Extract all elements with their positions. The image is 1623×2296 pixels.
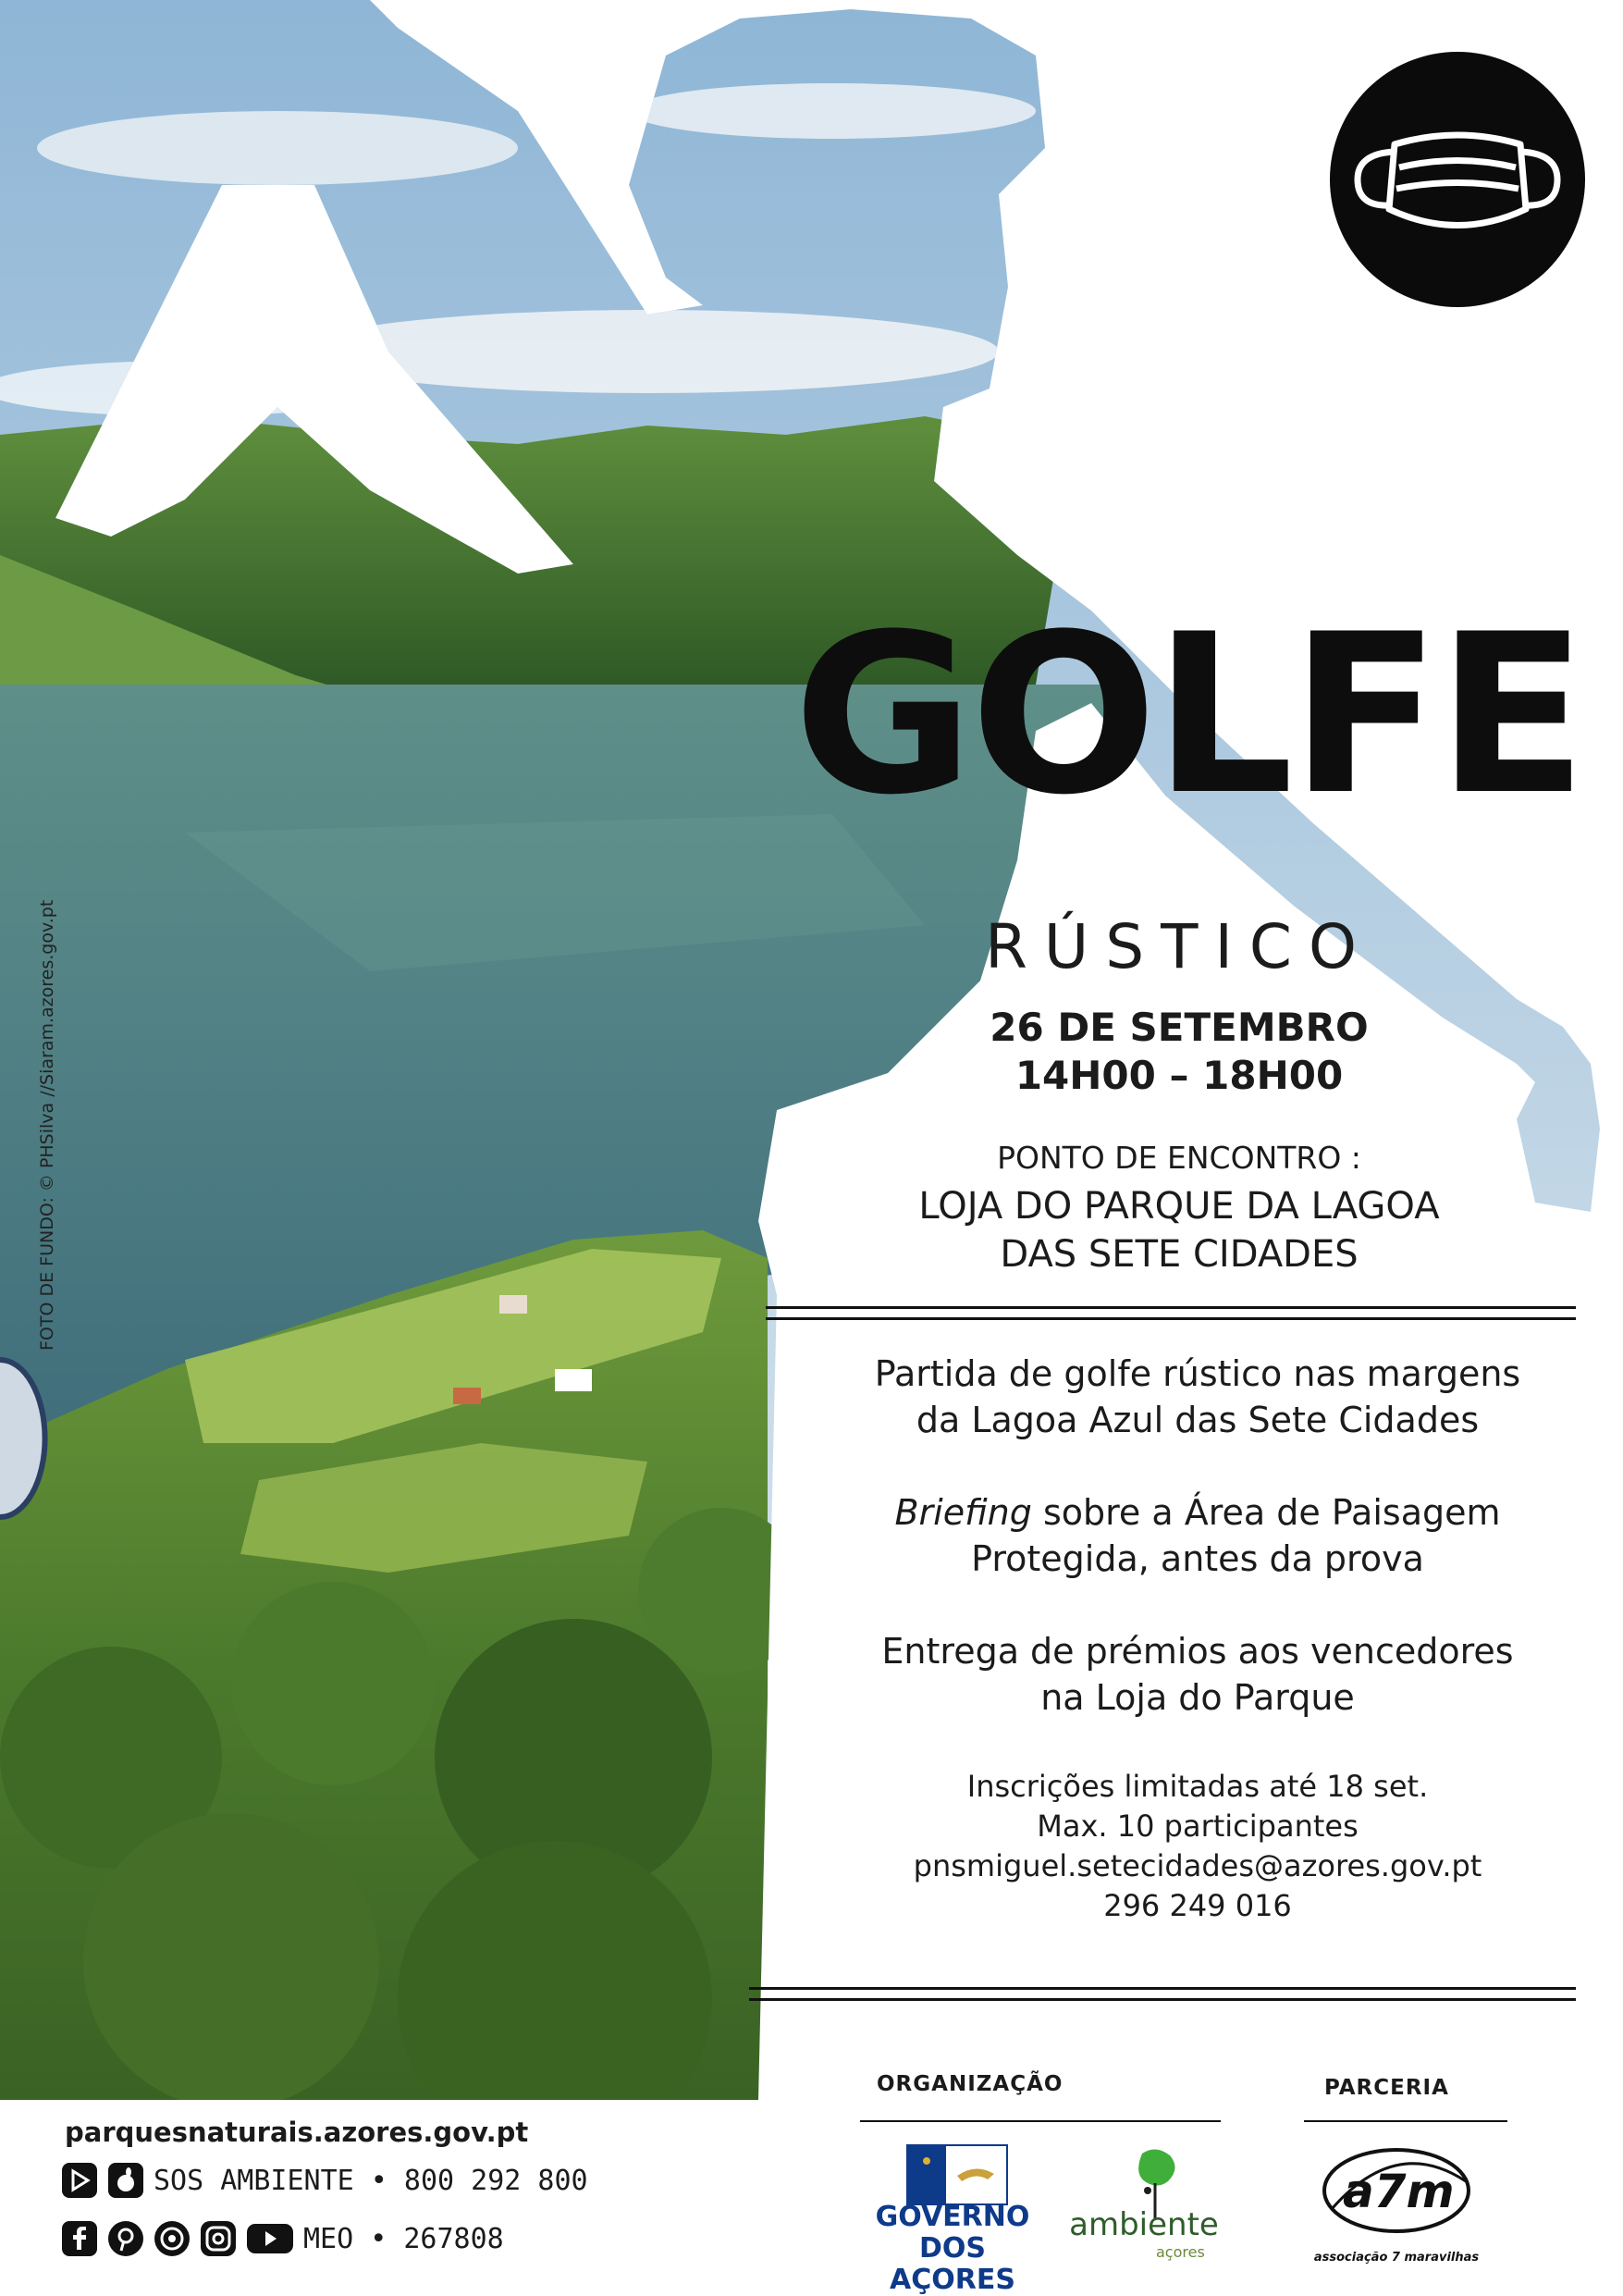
meeting-place-line2: DAS SETE CIDADES — [1000, 1233, 1359, 1276]
registration-max: Max. 10 participantes — [1037, 1808, 1359, 1844]
meeting-point-place — [832, 1182, 1526, 1278]
a7m-logo-sub: associação 7 maravilhas — [1313, 2251, 1480, 2265]
instagram-icon[interactable] — [200, 2220, 237, 2257]
social-row — [61, 2220, 504, 2257]
organization-label: ORGANIZAÇÃO — [877, 2072, 1064, 2096]
registration-info — [814, 1767, 1581, 1926]
gov-logo-line1: GOVERNO — [875, 2201, 1030, 2233]
ambiente-logo-sub: açores — [1156, 2243, 1205, 2261]
governo-acores-logo[interactable] — [860, 2202, 1045, 2296]
registration-email[interactable]: pnsmiguel.setecidades@azores.gov.pt — [913, 1848, 1482, 1883]
face-mask-badge — [1330, 52, 1585, 307]
briefing-emphasis: Briefing — [894, 1492, 1032, 1533]
description-match — [814, 1351, 1581, 1443]
desc-prizes-line2: na Loja do Parque — [1040, 1677, 1355, 1718]
divider-bottom-1 — [749, 1987, 1576, 1990]
desc-prizes-line1: Entrega de prémios aos vencedores — [881, 1631, 1514, 1672]
website-link[interactable]: parquesnaturais.azores.gov.pt — [65, 2117, 529, 2148]
play-store-icon[interactable] — [61, 2162, 98, 2199]
desc-briefing-line1 — [814, 1489, 1581, 1536]
event-date-time — [832, 1004, 1526, 1100]
briefing-rest: sobre a Área de Paisagem — [1031, 1492, 1501, 1533]
sos-ambiente-text: SOS AMBIENTE • 800 292 800 — [154, 2164, 588, 2197]
a7m-logo-text: a7m — [1343, 2165, 1455, 2218]
desc-briefing-line2: Protegida, antes da prova — [971, 1538, 1424, 1579]
meo-text: MEO • 267808 — [303, 2222, 504, 2255]
description-prizes — [814, 1628, 1581, 1721]
partnership-line — [1304, 2120, 1507, 2122]
description-briefing — [814, 1489, 1581, 1582]
pinterest-icon[interactable] — [107, 2220, 144, 2257]
meeting-place-line1: LOJA DO PARQUE DA LAGOA — [918, 1185, 1440, 1228]
youtube-icon[interactable] — [246, 2220, 294, 2257]
photo-credit: FOTO DE FUNDO: © PHSilva //Siaram.azores.gov.pt — [37, 899, 57, 1351]
target-icon[interactable] — [154, 2220, 191, 2257]
ambiente-logo-text[interactable]: ambiente — [1069, 2206, 1219, 2243]
desc-match-line1: Partida de golfe rústico nas margens — [874, 1353, 1521, 1394]
face-mask-icon — [1330, 52, 1585, 307]
partnership-label: PARCERIA — [1324, 2076, 1449, 2100]
organization-line — [860, 2120, 1221, 2122]
a7m-logo[interactable] — [1313, 2144, 1480, 2246]
divider-top-2 — [766, 1317, 1576, 1320]
apple-icon[interactable] — [107, 2162, 144, 2199]
meeting-point-label: PONTO DE ENCONTRO : — [997, 1140, 1361, 1176]
event-subtitle: RÚSTICO — [985, 911, 1373, 982]
divider-top-1 — [766, 1306, 1576, 1309]
facebook-icon[interactable] — [61, 2220, 98, 2257]
desc-match-line2: da Lagoa Azul das Sete Cidades — [916, 1400, 1480, 1440]
registration-limit: Inscrições limitadas até 18 set. — [966, 1769, 1429, 1804]
divider-bottom-2 — [749, 1998, 1576, 2001]
sos-row — [61, 2162, 588, 2199]
registration-phone[interactable]: 296 249 016 — [1103, 1888, 1292, 1923]
gov-logo-line2: DOS AÇORES — [890, 2232, 1015, 2296]
event-date: 26 DE SETEMBRO — [990, 1005, 1369, 1050]
azores-flag-icon — [906, 2144, 1008, 2205]
event-title: GOLFE — [793, 587, 1584, 844]
event-time: 14H00 – 18H00 — [1014, 1053, 1344, 1098]
